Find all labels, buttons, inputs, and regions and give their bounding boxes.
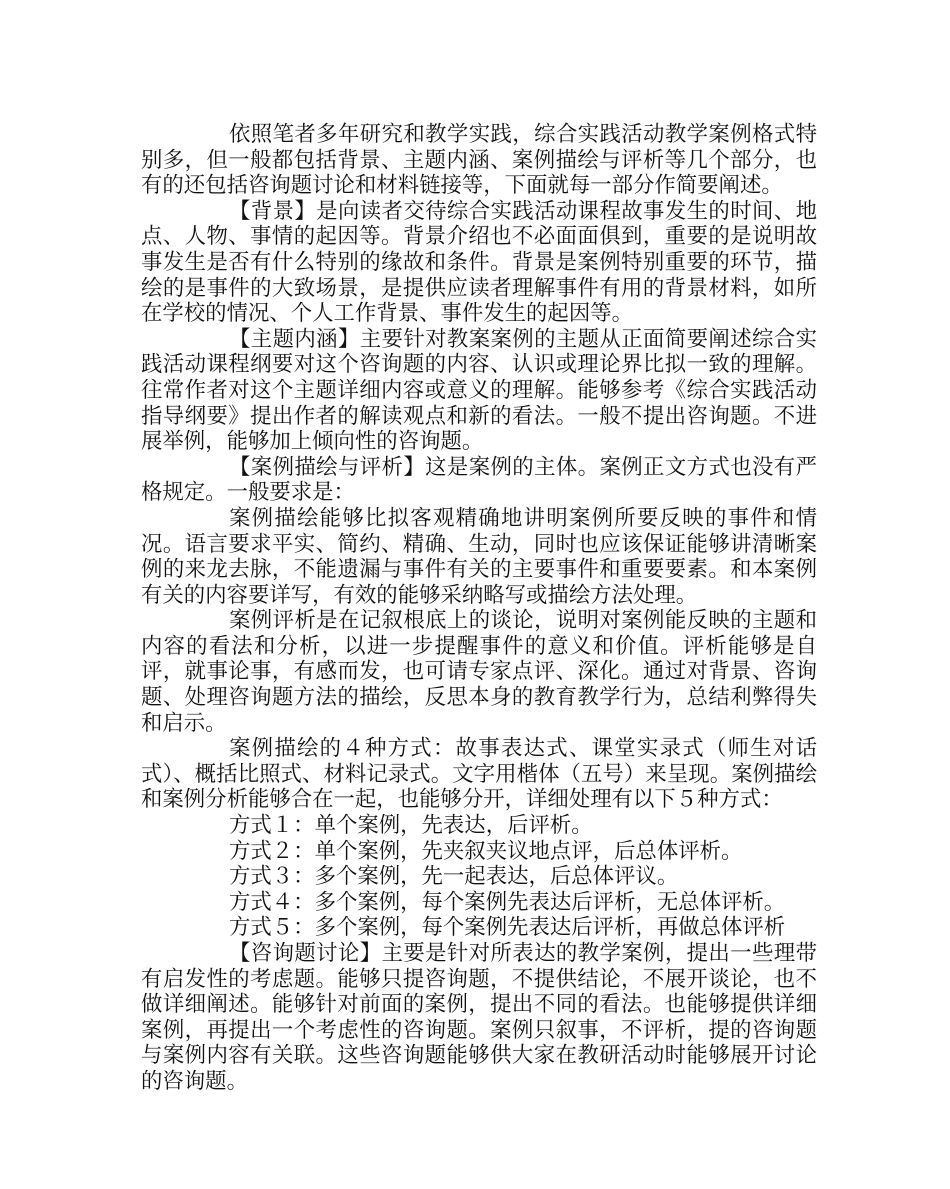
case-description-paragraph: 【案例描绘与评析】这是案例的主体。案例正文方式也没有严格规定。一般要求是：: [141, 454, 817, 506]
case-narration-paragraph: 案例描绘能够比拟客观精确地讲明案例所要反映的事件和情况。语言要求平实、简约、精确、生动，同时也应该保证能够讲清晰案例的来龙去脉，不能遗漏与事件有关的主要事件和重要要素。和本案例有关的内容要详写，有效的能够采纳略写或描绘方法处理。: [141, 505, 817, 608]
method-item-3: 方式３：多个案例，先一起表达，后总体评议。: [229, 864, 679, 890]
method-item-2: 方式２：单个案例，先夹叙夹议地点评，后总体评析。: [229, 838, 743, 864]
method-item-4: 方式４：多个案例，每个案例先表达后评析，无总体评析。: [229, 889, 786, 915]
case-analysis-paragraph: 案例评析是在记叙根底上的谈论，说明对案例能反映的主题和内容的看法和分析，以进一步提醒事件的意义和价值。评析能够是自评，就事论事，有感而发，也可请专家点评、深化。通过对背景、咨询题、处理咨询题方法的描绘，反思本身的教育教学行为，总结利弊得失和启示。: [141, 608, 817, 736]
document-page: [141, 122, 817, 1095]
discussion-paragraph: 【咨询题讨论】主要是针对所表达的教学案例，提出一些理带有启发性的考虑题。能够只提咨询题，不提供结论，不展开谈论，也不做详细阐述。能够针对前面的案例，提出不同的看法。也能够提供详细案例，再提出一个考虑性的咨询题。案例只叙事，不评析，提的咨询题与案例内容有关联。这些咨询题能够供大家在教研活动时能够展开讨论的咨询题。: [141, 941, 817, 1094]
case-methods-paragraph: 案例描绘的４种方式：故事表达式、课堂实录式（师生对话式）、概括比照式、材料记录式。文字用楷体（五号）来呈现。案例描绘和案例分析能够合在一起，也能够分开，详细处理有以下５种方式：: [141, 736, 817, 813]
theme-paragraph: 【主题内涵】主要针对教案案例的主题从正面简要阐述综合实践活动课程纲要对这个咨询题的内容、认识或理论界比拟一致的理解。往常作者对这个主题详细内容或意义的理解。能够参考《综合实践活动指导纲要》提出作者的解读观点和新的看法。一般不提出咨询题。不进展举例，能够加上倾向性的咨询题。: [141, 326, 817, 455]
intro-paragraph: 依照笔者多年研究和教学实践，综合实践活动教学案例格式特别多，但一般都包括背景、主题内涵、案例描绘与评析等几个部分，也有的还包括咨询题讨论和材料链接等，下面就每一部分作简要阐述。: [141, 122, 817, 199]
method-item-1: 方式１：单个案例，先表达，后评析。: [229, 813, 593, 839]
background-paragraph: 【背景】是向读者交待综合实践活动课程故事发生的时间、地点、人物、事情的起因等。背景介绍也不必面面俱到，重要的是说明故事发生是否有什么特别的缘故和条件。背景是案例特别重要的环节，描绘的是事件的大致场景，是提供应读者理解事件有用的背景材料，如所在学校的情况、个人工作背景、事件发生的起因等。: [141, 198, 817, 327]
method-item-5: 方式５：多个案例，每个案例先表达后评析，再做总体评析: [229, 915, 786, 941]
